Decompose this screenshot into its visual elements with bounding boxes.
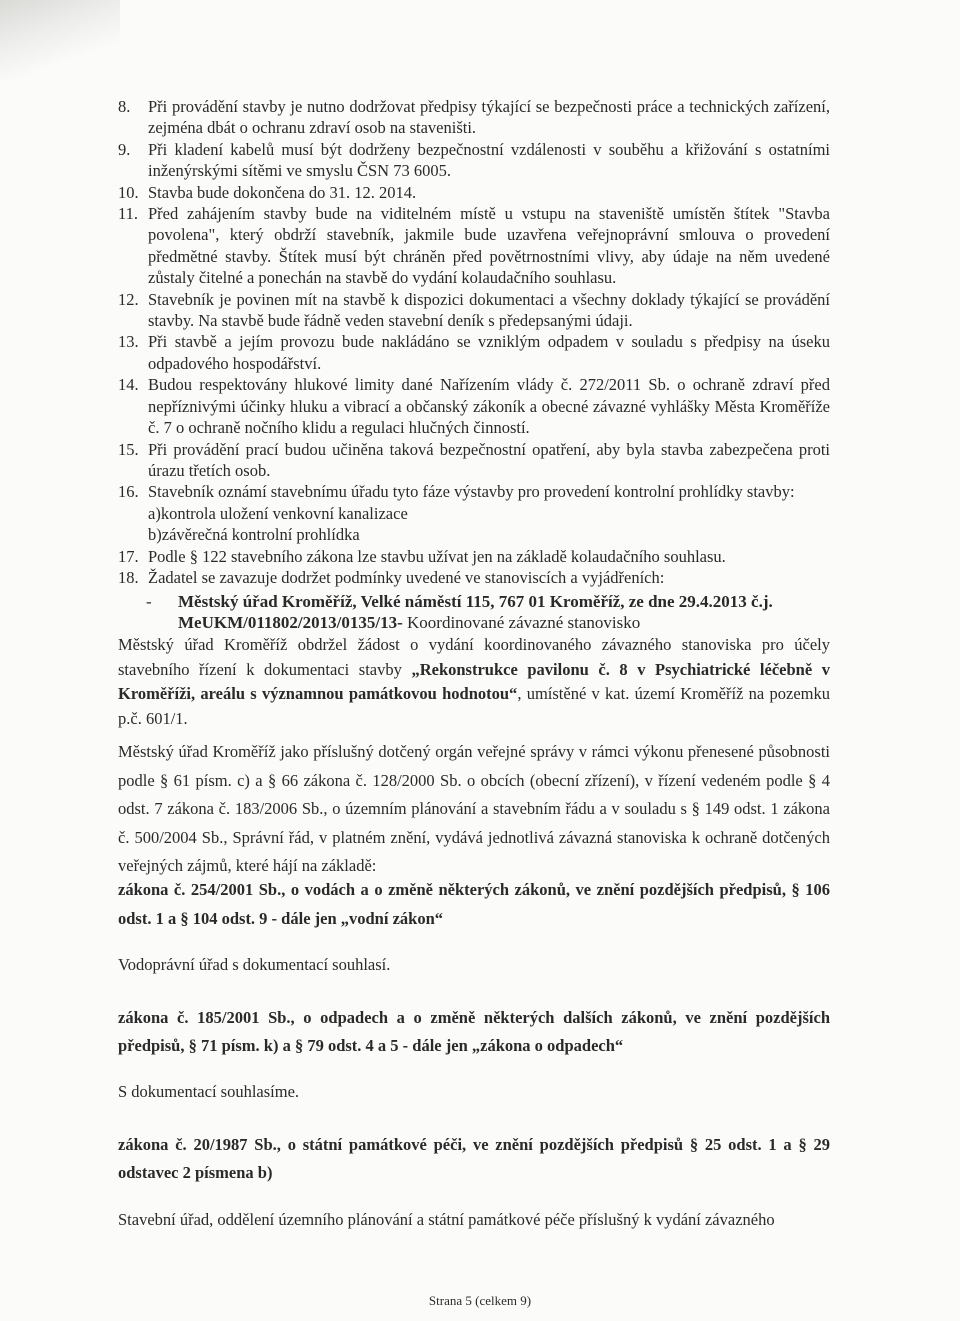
law-waste-result: S dokumentací souhlasíme. [118, 1082, 300, 1101]
paragraph-text: , umístěné v kat. území Kroměříž na pozemku p.č. 601/1. [118, 684, 831, 728]
item-text: Před zahájením stavby bude na viditelném místě u vstupu na staveniště umístěn štítek "Stavba povolena", který obdrží stavebník, jakmile bude uzavřena veřejnoprávní smlouva o provedení předmětné stavby. Štítek musí být chráněn před povětrnostními vlivy, aby údaje na něm uvedené zůstaly čitelné a ponechán na stavbě do vydání kolaudačního souhlasu. [148, 204, 830, 288]
authority-heading [118, 591, 830, 633]
item-number: 12. [118, 289, 139, 309]
item-text: Stavebník oznámí stavebnímu úřadu tyto fáze výstavby pro provedení kontrolní prohlídky stavby: [148, 482, 795, 502]
sub-item: b)závěrečná kontrolní prohlídka [148, 525, 360, 545]
authority-bold-line2: MeUKM/011802/2013/0135/13- [178, 613, 403, 632]
list-item [118, 203, 830, 289]
item-number: 18. [118, 567, 139, 587]
item-text: Budou respektovány hlukové limity dané Nařízením vlády č. 272/2011 Sb. o ochraně zdraví před nepříznivými účinky hluku a vibrací a občanský zákoník a obecné závazné vyhlášky Města Kroměříže č. 7 o ochraně nočního klidu a regulaci hlučných činností. [148, 375, 830, 438]
list-item [118, 289, 830, 332]
paragraph-bold: „Rekonstrukce pavilonu č. 8 v Psychiatrické léčebně v Kroměříži, areálu s významnou památkovou hodnotou“ [118, 659, 830, 703]
law-water-result: Vodoprávní úřad s dokumentací souhlasí. [118, 955, 391, 974]
item-text-block [148, 481, 830, 545]
sub-item: a)kontrola uložení venkovní kanalizace [148, 503, 408, 523]
item-text: Při provádění stavby je nutno dodržovat předpisy týkající se bezpečnosti práce a technických zařízení, zejména dbát o ochranu zdraví osob na staveništi. [148, 97, 830, 138]
authority-tail: Koordinované závazné stanovisko [402, 613, 641, 632]
item-text: Při kladení kabelů musí být dodrženy bezpečnostní vzdálenosti v souběhu a křižování s ostatními inženýrskými sítěmi ve smyslu ČSN 73 6005. [148, 139, 830, 181]
authority-bold-line1: Městský úřad Kroměříž, Velké náměstí 115, 767 01 Kroměříž, ze dne 29.4.2013 č.j. [178, 592, 773, 611]
list-item [118, 546, 830, 567]
list-item [118, 374, 830, 438]
item-number: 15. [118, 439, 139, 459]
paragraph-last: Stavební úřad, oddělení územního plánování a státní památkové péče příslušný k vydání závazného [118, 1210, 775, 1229]
item-number: 8. [118, 97, 131, 116]
item-number: 14. [118, 375, 139, 395]
law-heritage: zákona č. 20/1987 Sb., o státní památkové péči, ve znění pozdějších předpisů § 25 odst. 1 a § 29 odstavec 2 písmena b) [118, 1135, 830, 1182]
paragraph-authority: Městský úřad Kroměříž jako příslušný dotčený orgán veřejné správy v rámci výkonu přenesené působnosti podle § 61 písm. c) a § 66 zákona č. 128/2000 Sb. o obcích (obecní zřízení), v řízení vedeném podle § 4 odst. 7 zákona č. 183/2006 Sb., o územním plánování a stavebním řádu a v souladu s § 149 odst. 1 zákona č. 500/2004 Sb., Správní řád, v platném znění, vydává jednotlivá závazná stanoviska k ochraně dotčených veřejných zájmů, které hájí na základě: [118, 742, 830, 875]
item-text: Podle § 122 stavebního zákona lze stavbu užívat jen na základě kolaudačního souhlasu. [148, 546, 726, 566]
list-item [118, 567, 830, 588]
list-item [118, 331, 830, 374]
item-text: Při stavbě a jejím provozu bude nakládáno se vzniklým odpadem v souladu s předpisy na úseku odpadového hospodářství. [148, 332, 830, 373]
page-footer: Strana 5 (celkem 9) [428, 1293, 532, 1308]
authority-text [178, 591, 830, 612]
dash-bullet: - [146, 592, 152, 611]
item-number: 10. [118, 182, 139, 202]
item-text: Stavebník je povinen mít na stavbě k dispozici dokumentaci a všechny doklady týkající se provádění stavby. Na stavbě bude řádně veden stavební deník s předepsanými údaji. [148, 289, 830, 331]
item-number: 9. [118, 139, 131, 159]
list-item [118, 182, 830, 203]
item-text: Žadatel se zavazuje dodržet podmínky uvedené ve stanoviscích a vyjádřeních: [148, 567, 665, 587]
authority-row [118, 591, 830, 612]
item-number: 17. [118, 546, 139, 566]
list-item [118, 96, 830, 139]
list-item [118, 139, 830, 182]
item-number: 16. [118, 482, 139, 502]
law-waste: zákona č. 185/2001 Sb., o odpadech a o změně některých dalších zákonů, ve znění pozdějších předpisů, § 71 písm. k) a § 79 odst. 4 a 5 - dále jen „zákona o odpadech“ [118, 1008, 830, 1055]
item-number: 13. [118, 332, 139, 352]
item-text: Při provádění prací budou učiněna taková bezpečnostní opatření, aby byla stavba zabezpečena proti úrazu třetích osob. [148, 439, 830, 480]
conditions-list [118, 96, 830, 588]
page-fold-shadow [0, 0, 120, 80]
authority-row-2 [118, 612, 830, 633]
item-number: 11. [118, 204, 139, 224]
paragraph-request [118, 633, 830, 731]
list-item [118, 439, 830, 482]
item-text: Stavba bude dokončena do 31. 12. 2014. [148, 182, 417, 202]
law-water: zákona č. 254/2001 Sb., o vodách a o změně některých zákonů, ve znění pozdějších předpisů, § 106 odst. 1 a § 104 odst. 9 - dále jen „vodní zákon“ [118, 880, 830, 928]
list-item [118, 481, 830, 545]
paragraph-text: Městský úřad Kroměříž obdržel žádost o vydání koordinovaného závazného stanoviska pro účely stavebního řízení k dokumentaci stavby [118, 635, 830, 679]
